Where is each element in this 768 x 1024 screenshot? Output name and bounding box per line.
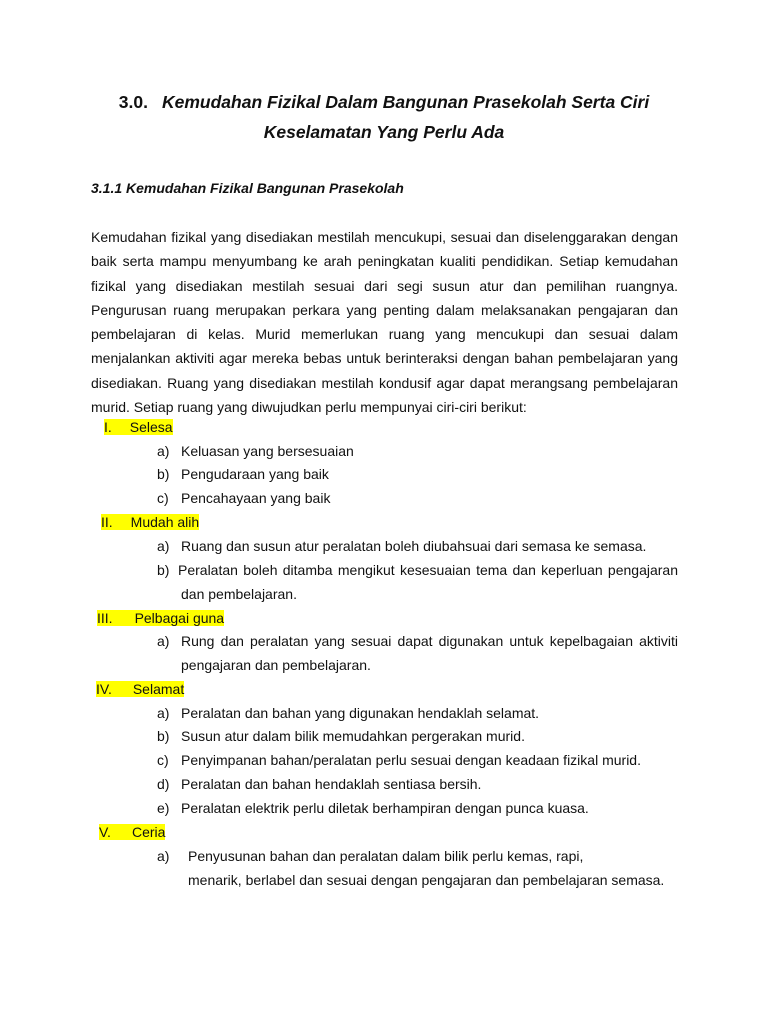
sub-item-marker: b) bbox=[157, 562, 170, 578]
item-label: Ceria bbox=[131, 824, 166, 840]
sub-item-text: Pengudaraan yang baik bbox=[181, 466, 329, 482]
sub-item-marker: a) bbox=[157, 633, 170, 649]
section-title-line-2: Keselamatan Yang Perlu Ada bbox=[263, 122, 505, 142]
sub-item-text: Penyimpanan bahan/peralatan perlu sesuai dengan keadaan fizikal murid. bbox=[181, 752, 641, 768]
paragraph-line: pembelajaran di kelas. Murid memerlukan ruang yang mencukupi dan sesuai dalam bbox=[91, 326, 678, 343]
sub-item-marker: b) bbox=[157, 466, 170, 482]
list-item-mudah-alih bbox=[101, 512, 199, 532]
sub-item-text: Peralatan dan bahan hendaklah sentiasa bersih. bbox=[181, 776, 482, 792]
sub-item-text: Peralatan elektrik perlu diletak berhampiran dengan punca kuasa. bbox=[181, 800, 589, 816]
roman-numeral: I. bbox=[104, 419, 130, 435]
roman-numeral: IV. bbox=[96, 681, 133, 697]
subsection-heading: 3.1.1 Kemudahan Fizikal Bangunan Prasekolah bbox=[91, 180, 404, 196]
sub-item-text: Ruang dan susun atur peralatan boleh diubahsuai dari semasa ke semasa. bbox=[181, 538, 647, 554]
list-item-selamat bbox=[96, 679, 184, 699]
sub-item-marker: a) bbox=[157, 538, 170, 554]
body-paragraph bbox=[91, 225, 678, 419]
sub-item-text: Peralatan dan bahan yang digunakan hendaklah selamat. bbox=[181, 705, 540, 721]
roman-numeral: II. bbox=[101, 514, 131, 530]
paragraph-line: menjalankan aktiviti agar mereka bebas untuk berinteraksi dengan bahan pembelajaran yang bbox=[91, 350, 678, 367]
section-title bbox=[90, 90, 678, 114]
sub-item-text-continued: dan pembelajaran. bbox=[181, 586, 297, 602]
sub-item-text: Rung dan peralatan yang sesuai dapat digunakan untuk kepelbagaian aktiviti bbox=[181, 633, 678, 649]
sub-item-marker: a) bbox=[157, 848, 170, 864]
section-number: 3.0. bbox=[118, 92, 148, 112]
sub-item-text: Susun atur dalam bilik memudahkan pergerakan murid. bbox=[181, 728, 525, 744]
paragraph-line: Pengurusan ruang merupakan perkara yang penting dalam melaksanakan pengajaran dan bbox=[91, 301, 678, 318]
sub-item-marker: a) bbox=[157, 705, 170, 721]
paragraph-line: disediakan. Ruang yang disediakan mestilah kondusif agar dapat merangsang pembelajaran bbox=[91, 374, 678, 391]
roman-numeral: III. bbox=[97, 610, 135, 626]
section-title-continued bbox=[90, 120, 678, 144]
list-item-pelbagai-guna bbox=[97, 608, 224, 628]
paragraph-line: murid. Setiap ruang yang diwujudkan perlu mempunyai ciri-ciri berikut: bbox=[91, 399, 527, 416]
sub-item-marker: d) bbox=[157, 776, 170, 792]
list-item-selesa bbox=[104, 417, 173, 437]
sub-item-marker: e) bbox=[157, 800, 170, 816]
sub-item-marker: c) bbox=[157, 752, 169, 768]
sub-item-text-continued: menarik, berlabel dan sesuai dengan pengajaran dan pembelajaran semasa. bbox=[188, 872, 665, 888]
list-item-ceria bbox=[99, 822, 165, 842]
sub-item-marker: a) bbox=[157, 443, 170, 459]
paragraph-line: Kemudahan fizikal yang disediakan mestilah mencukupi, sesuai dan diselenggarakan dengan bbox=[91, 229, 678, 245]
paragraph-line: baik serta mampu menyumbang ke arah peningkatan kualiti pendidikan. Setiap kemudahan bbox=[91, 253, 678, 270]
sub-item-marker: c) bbox=[157, 490, 169, 506]
item-label: Selamat bbox=[132, 681, 185, 697]
item-label: Selesa bbox=[129, 419, 173, 435]
sub-item-marker: b) bbox=[157, 728, 170, 744]
item-label: Mudah alih bbox=[130, 514, 200, 530]
sub-item-text-continued: pengajaran dan pembelajaran. bbox=[181, 657, 371, 673]
sub-item-text: Keluasan yang bersesuaian bbox=[181, 443, 354, 459]
sub-item-text: Penyusunan bahan dan peralatan dalam bilik perlu kemas, rapi, bbox=[188, 848, 584, 864]
paragraph-line: fizikal yang disediakan mestilah sesuai dari segi susun atur dan pemilihan ruangnya. bbox=[91, 277, 678, 294]
sub-item-text: Pencahayaan yang baik bbox=[181, 490, 331, 506]
item-label: Pelbagai guna bbox=[134, 610, 225, 626]
section-title-line-1: Kemudahan Fizikal Dalam Bangunan Prasekolah Serta Ciri bbox=[161, 92, 650, 112]
sub-item-text: Peralatan boleh ditamba mengikut kesesuaian tema dan keperluan pengajaran bbox=[178, 562, 678, 578]
roman-numeral: V. bbox=[99, 824, 132, 840]
